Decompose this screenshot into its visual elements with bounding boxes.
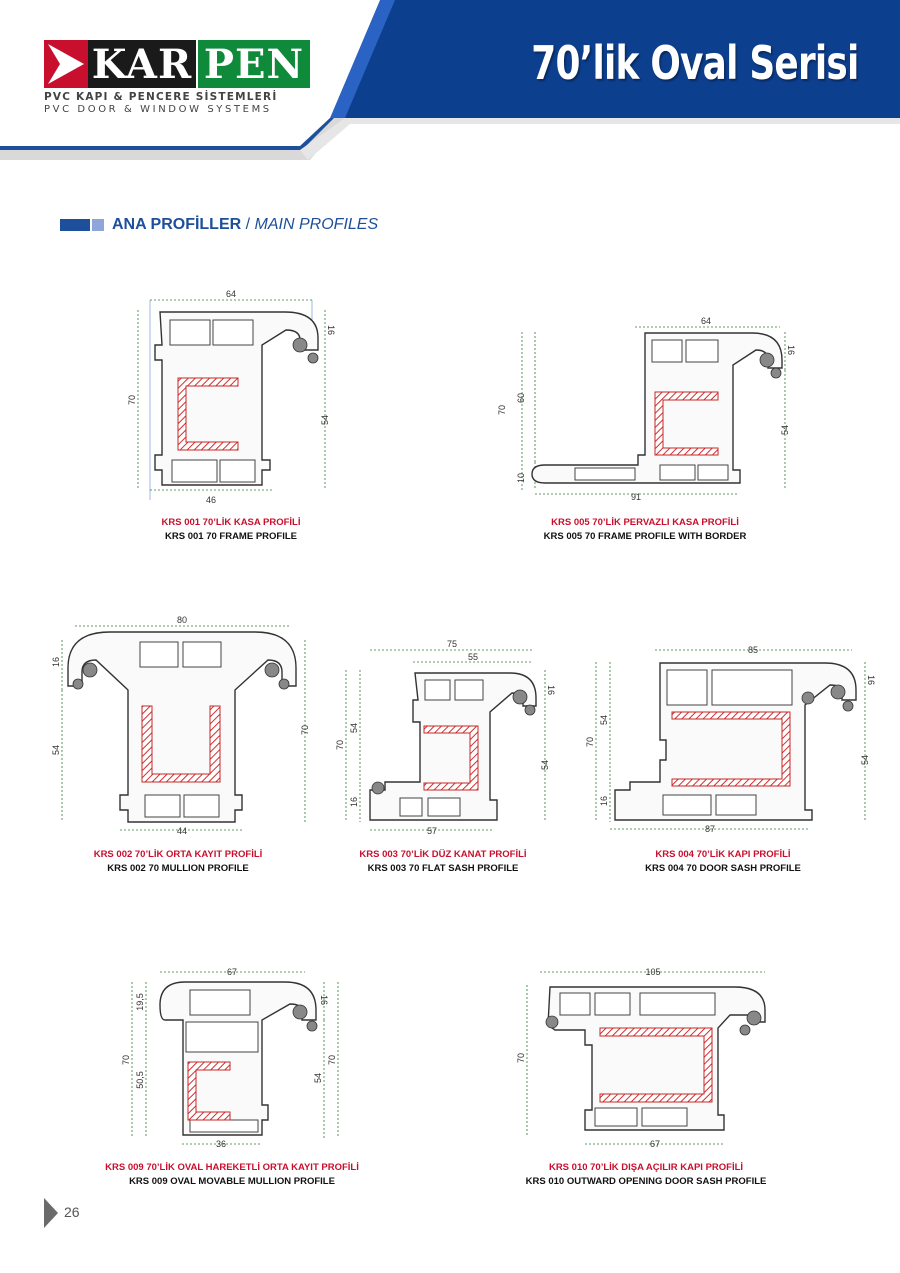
dim-krs009-right-c: 70: [327, 1054, 337, 1066]
profile-caption-en: KRS 003 70 FLAT SASH PROFILE: [367, 863, 519, 874]
page-arrow-icon: [44, 1198, 58, 1228]
profile-caption: [544, 516, 747, 544]
dim-krs003-left-c: 16: [349, 796, 359, 808]
dim-krs002-bottom: 44: [176, 826, 188, 836]
dim-krs009-right-b: 54: [313, 1072, 323, 1084]
dim-krs002-left-b: 54: [51, 744, 61, 756]
dim-krs003-bottom: 57: [426, 826, 438, 836]
dim-krs001-right-b: 54: [320, 414, 330, 426]
brand-tagline-tr: PVC KAPI & PENCERE SİSTEMLERİ: [44, 91, 278, 103]
dim-krs009-right-a: 16: [319, 994, 329, 1006]
dim-krs003-right-b: 54: [540, 759, 550, 771]
dim-krs003-top-b: 55: [467, 652, 479, 662]
profile-krs004-drawing: [585, 645, 876, 834]
section-separator: /: [245, 216, 251, 233]
brand-tagline-en: PVC DOOR & WINDOW SYSTEMS: [44, 104, 272, 115]
dim-krs005-left-c: 10: [516, 472, 526, 484]
dim-krs009-top: 67: [226, 967, 238, 977]
profile-caption-tr: KRS 001 70’LİK KASA PROFİLİ: [161, 517, 301, 528]
profile-caption-en: KRS 002 70 MULLION PROFILE: [107, 863, 249, 874]
profile-krs010-drawing: [516, 967, 765, 1149]
dim-krs003-top-a: 75: [446, 639, 458, 649]
dim-krs002-left-a: 16: [51, 656, 61, 668]
dim-krs001-right-a: 16: [326, 324, 336, 336]
dim-krs009-left-a: 70: [121, 1054, 131, 1066]
profile-caption: [161, 516, 300, 544]
dim-krs005-bottom: 91: [630, 492, 642, 502]
page-number: 26: [64, 1204, 80, 1220]
dim-krs005-right-a: 16: [786, 344, 796, 356]
dim-krs009-left-c: 50,5: [135, 1071, 145, 1089]
profile-krs003-drawing: [335, 639, 556, 836]
dim-krs010-bottom: 67: [649, 1139, 661, 1149]
section-title-tr: ANA PROFİLLER: [112, 216, 242, 233]
dim-krs002-right: 70: [300, 724, 310, 736]
dim-krs005-left-b: 60: [516, 392, 526, 404]
profile-caption-tr: KRS 002 70’LİK ORTA KAYIT PROFİLİ: [93, 849, 263, 860]
brand-name-left: KAR: [88, 40, 196, 88]
profile-caption-tr: KRS 004 70’LİK KAPI PROFİLİ: [655, 849, 791, 860]
profile-caption-tr: KRS 005 70’LİK PERVAZLI KASA PROFİLİ: [551, 517, 739, 528]
dim-krs004-left-c: 16: [599, 795, 609, 807]
dim-krs001-left: 70: [127, 394, 137, 406]
dim-krs004-left-b: 54: [599, 714, 609, 726]
profile-krs001-drawing: [127, 289, 336, 505]
dim-krs009-left-b: 19,5: [135, 993, 145, 1011]
profile-caption-en: KRS 001 70 FRAME PROFILE: [165, 531, 297, 542]
profile-caption-tr: KRS 003 70’LİK DÜZ KANAT PROFİLİ: [359, 849, 527, 860]
dim-krs003-left-a: 70: [335, 739, 345, 751]
dim-krs004-right-a: 16: [866, 674, 876, 686]
profile-caption-tr: KRS 009 70’LİK OVAL HAREKETLİ ORTA KAYIT PROFİLİ: [105, 1162, 359, 1173]
dim-krs003-right-a: 16: [546, 684, 556, 696]
dim-krs004-bottom: 87: [704, 824, 716, 834]
page-title: 70’lik Oval Serisi: [530, 36, 858, 90]
profile-caption: [105, 1161, 359, 1189]
section-title-en: MAIN PROFILES: [254, 216, 379, 233]
dim-krs004-top: 85: [747, 645, 759, 655]
profile-caption-tr: KRS 010 70’LİK DIŞA AÇILIR KAPI PROFİLİ: [548, 1162, 744, 1173]
profile-caption: [94, 848, 263, 876]
dim-krs005-top: 64: [700, 316, 712, 326]
dim-krs004-right-b: 54: [860, 754, 870, 766]
dim-krs004-left-a: 70: [585, 736, 595, 748]
dim-krs010-left: 70: [516, 1052, 526, 1064]
dim-krs003-left-b: 54: [349, 722, 359, 734]
dim-krs001-bottom: 46: [205, 495, 217, 505]
profile-caption-en: KRS 005 70 FRAME PROFILE WITH BORDER: [543, 531, 747, 542]
dim-krs010-top: 105: [645, 967, 661, 977]
profile-caption-en: KRS 010 OUTWARD OPENING DOOR SASH PROFILE: [525, 1176, 767, 1187]
profile-krs009-drawing: [121, 967, 338, 1149]
profile-caption-en: KRS 009 OVAL MOVABLE MULLION PROFILE: [129, 1176, 335, 1187]
profile-caption: [359, 848, 526, 876]
dim-krs002-top: 80: [176, 615, 188, 625]
profile-caption-en: KRS 004 70 DOOR SASH PROFILE: [645, 863, 801, 874]
profile-caption: [526, 1161, 767, 1189]
brand-name-right: PEN: [198, 40, 310, 88]
profile-caption: [645, 848, 801, 876]
profile-krs002-drawing: [51, 615, 310, 836]
dim-krs001-top: 64: [225, 289, 237, 299]
profile-krs005-drawing: [497, 316, 796, 502]
dim-krs005-left-a: 70: [497, 404, 507, 416]
dim-krs005-right-b: 54: [780, 424, 790, 436]
dim-krs009-bottom: 36: [215, 1139, 227, 1149]
